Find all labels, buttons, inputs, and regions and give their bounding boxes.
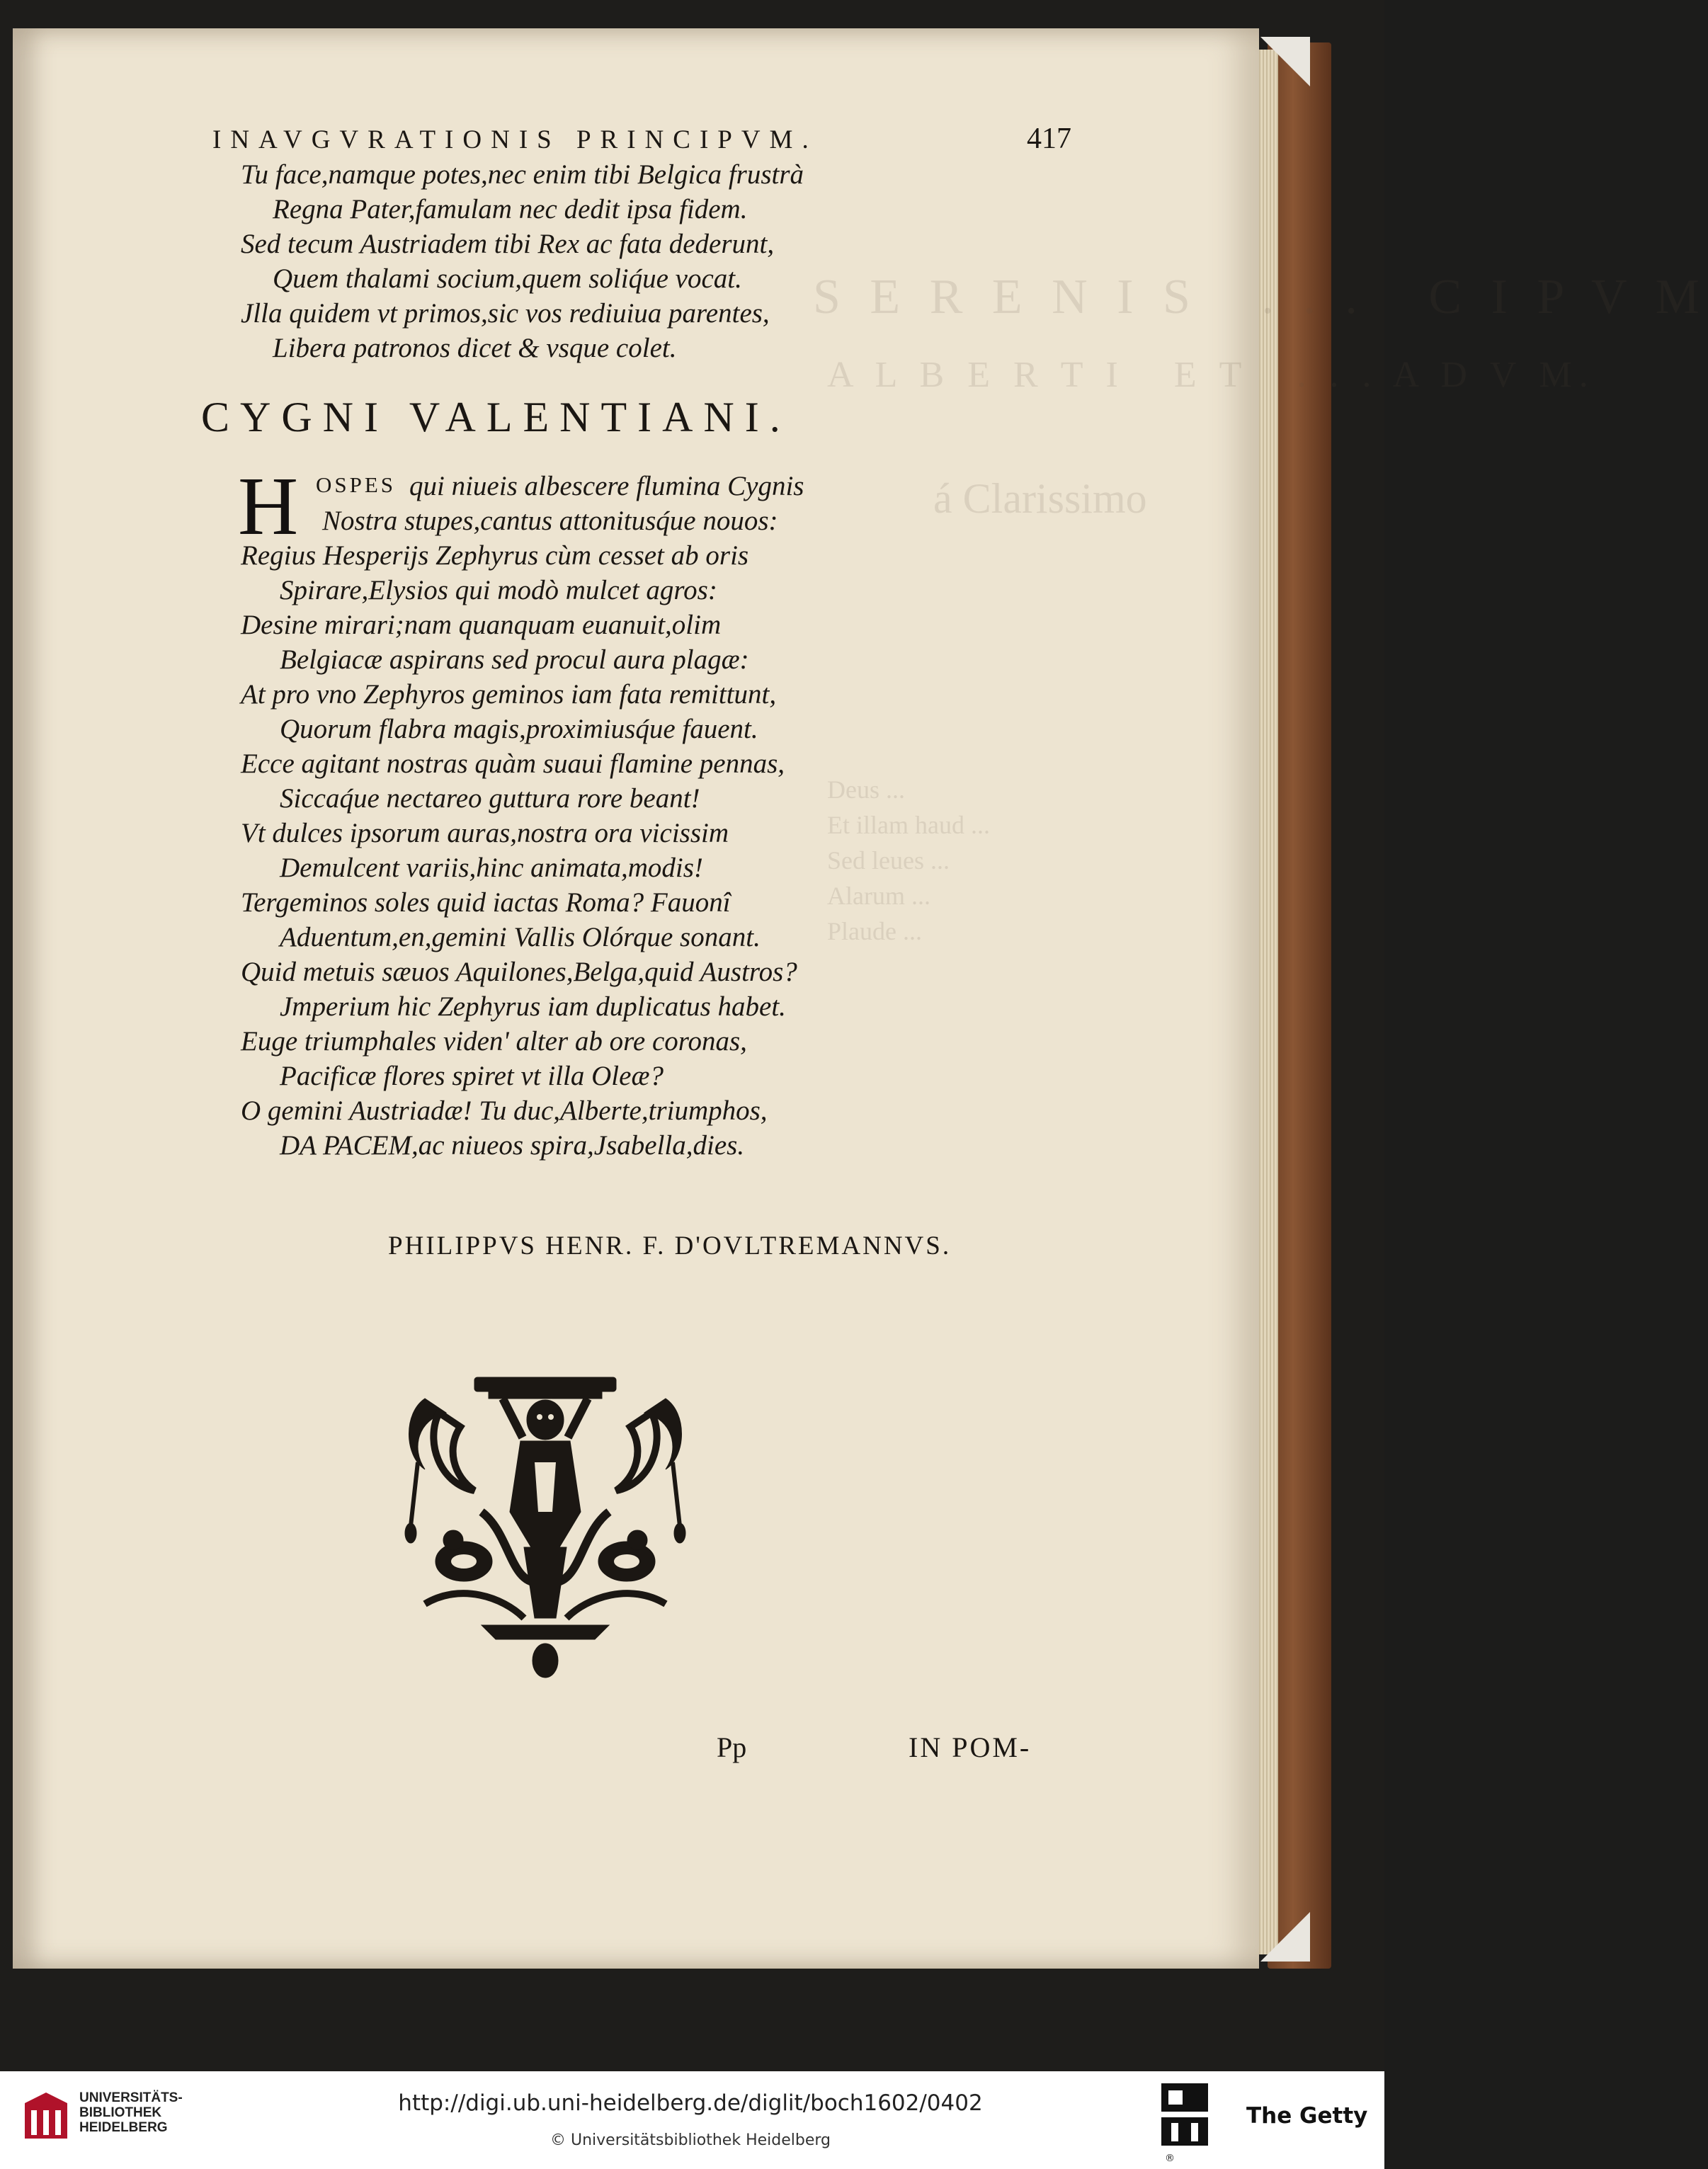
signature-mark: Pp xyxy=(717,1731,747,1763)
verse-line: Jlla quidem vt primos,sic vos rediuiua parentes, xyxy=(241,298,770,329)
verse-line: Regius Hesperijs Zephyrus cùm cesset ab oris xyxy=(241,540,749,571)
verse-line: Libera patronos dicet & vsque colet. xyxy=(273,333,677,363)
verse-line: Regna Pater,famulam nec dedit ipsa fidem. xyxy=(273,194,748,224)
verse-line: Quid metuis sæuos Aquilones,Belga,quid Austros? xyxy=(241,957,797,987)
verse-line: Siccaq́ue nectareo guttura rore beant! xyxy=(280,783,700,814)
verse-line: Vt dulces ipsorum auras,nostra ora vicissim xyxy=(241,818,729,848)
verse-line: Sed tecum Austriadem tibi Rex ac fata dederunt, xyxy=(241,229,775,259)
verse-line: At pro vno Zephyros geminos iam fata remittunt, xyxy=(241,679,777,710)
verse-line: DA PACEM,ac niueos spira,Jsabella,dies. xyxy=(280,1130,745,1161)
verse-line: Quorum flabra magis,proximiusq́ue fauent. xyxy=(280,714,758,744)
permalink-url[interactable]: http://digi.ub.uni-heidelberg.de/diglit/boch1602/0402 xyxy=(398,2090,983,2116)
partner-name: The Getty xyxy=(1246,2103,1368,2129)
show-through-text: á Clarissimo xyxy=(933,475,1147,522)
verse-line: Desine mirari;nam quanquam euanuit,olim xyxy=(241,610,722,640)
verse-line: Quem thalami socium,quem soliq́ue vocat. xyxy=(273,263,742,294)
first-word-small-caps: OSPES xyxy=(316,472,397,497)
author-signature: PHILIPPVS HENR. F. D'OVLTREMANNVS. xyxy=(388,1231,952,1260)
page-number: 417 xyxy=(1027,123,1071,155)
verse-line: O gemini Austriadæ! Tu duc,Alberte,triumphos, xyxy=(241,1095,768,1126)
university-library-logo-icon xyxy=(21,2089,71,2142)
verse-line: qui niueis albescere flumina Cygnis xyxy=(409,471,804,501)
verse-line: Pacificæ flores spiret vt illa Oleæ? xyxy=(280,1061,664,1091)
verse-line: Aduentum,en,gemini Vallis Olórque sonant. xyxy=(280,922,761,952)
show-through-text: S E R E N I S . . . C I P V M xyxy=(813,270,1708,324)
getty-logo-icon xyxy=(1161,2083,1208,2148)
verse-line: Spirare,Elysios qui modò mulcet agros: xyxy=(280,575,717,605)
show-through-text: Deus ... Et illam haud ... Sed leues ... Alarum ... Plaude ... xyxy=(827,775,990,945)
running-head: INAVGVRATIONIS PRINCIPVM. xyxy=(212,125,818,154)
institution-name: UNIVERSITÄTS- BIBLIOTHEK HEIDELBERG xyxy=(79,2090,183,2135)
poem-heading: CYGNI VALENTIANI. xyxy=(201,394,791,440)
registered-mark-icon: ® xyxy=(1165,2153,1175,2164)
show-through-text: A L B E R T I E T . . . A D V M. xyxy=(827,355,1595,395)
verse-line: Belgiacæ aspirans sed procul aura plagæ: xyxy=(280,644,749,675)
verse-line: Ecce agitant nostras quàm suaui flamine pennas, xyxy=(241,748,785,779)
verse-line: Tu face,namque potes,nec enim tibi Belgica frustrà xyxy=(241,159,804,190)
verse-line: Nostra stupes,cantus attonitusq́ue nouos: xyxy=(322,506,778,536)
catchword: IN POM- xyxy=(909,1731,1032,1763)
drop-cap: H xyxy=(238,460,299,552)
woodcut-tailpiece-icon xyxy=(397,1370,694,1682)
copyright-notice: © Universitätsbibliothek Heidelberg xyxy=(550,2131,831,2149)
verse-line: Jmperium hic Zephyrus iam duplicatus habet. xyxy=(280,991,786,1022)
verse-line: Tergeminos soles quid iactas Roma? Fauonî xyxy=(241,887,731,918)
verse-line: Euge triumphales viden' alter ab ore coronas, xyxy=(241,1026,747,1057)
verse-line: Demulcent variis,hinc animata,modis! xyxy=(280,853,703,883)
